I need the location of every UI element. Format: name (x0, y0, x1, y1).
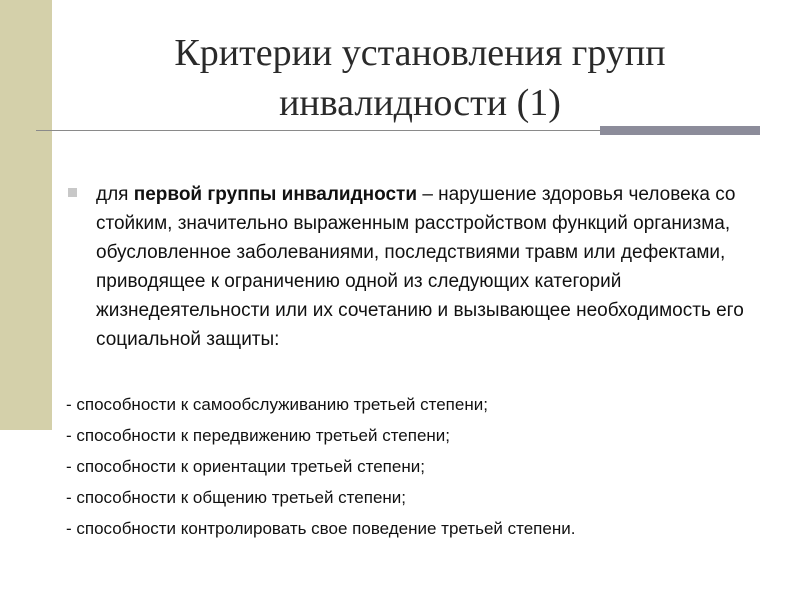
main-bullet (68, 180, 780, 354)
title-divider-accent (600, 126, 760, 135)
bullet-bold-term: первой группы инвалидности (133, 184, 418, 205)
criteria-list (66, 389, 786, 544)
list-item: - способности к общению третьей степени; (66, 488, 406, 507)
list-item: - способности к ориентации третьей степени; (66, 457, 425, 476)
bullet-body: – нарушение здоровья человека со стойким, значительно выраженным расстройством функций организма, обусловленное заболеваниями, последствиями травм или дефектами, приводящее к ограничению одной из следующих категорий жизнедеятельности или их сочетанию и вызывающее необходимость его социальной защиты: (96, 184, 744, 350)
slide-title (60, 28, 780, 128)
square-bullet-icon (68, 188, 77, 197)
slide-title-line-1: Критерии установления групп (174, 32, 666, 74)
slide-title-line-2: инвалидности (1) (279, 82, 561, 124)
list-item: - способности контролировать свое поведение третьей степени. (66, 519, 576, 538)
bullet-prefix: для (96, 184, 134, 205)
list-item: - способности к самообслуживанию третьей степени; (66, 395, 488, 414)
decorative-side-band (0, 0, 52, 430)
bullet-paragraph (96, 180, 780, 354)
list-item: - способности к передвижению третьей степени; (66, 426, 451, 445)
